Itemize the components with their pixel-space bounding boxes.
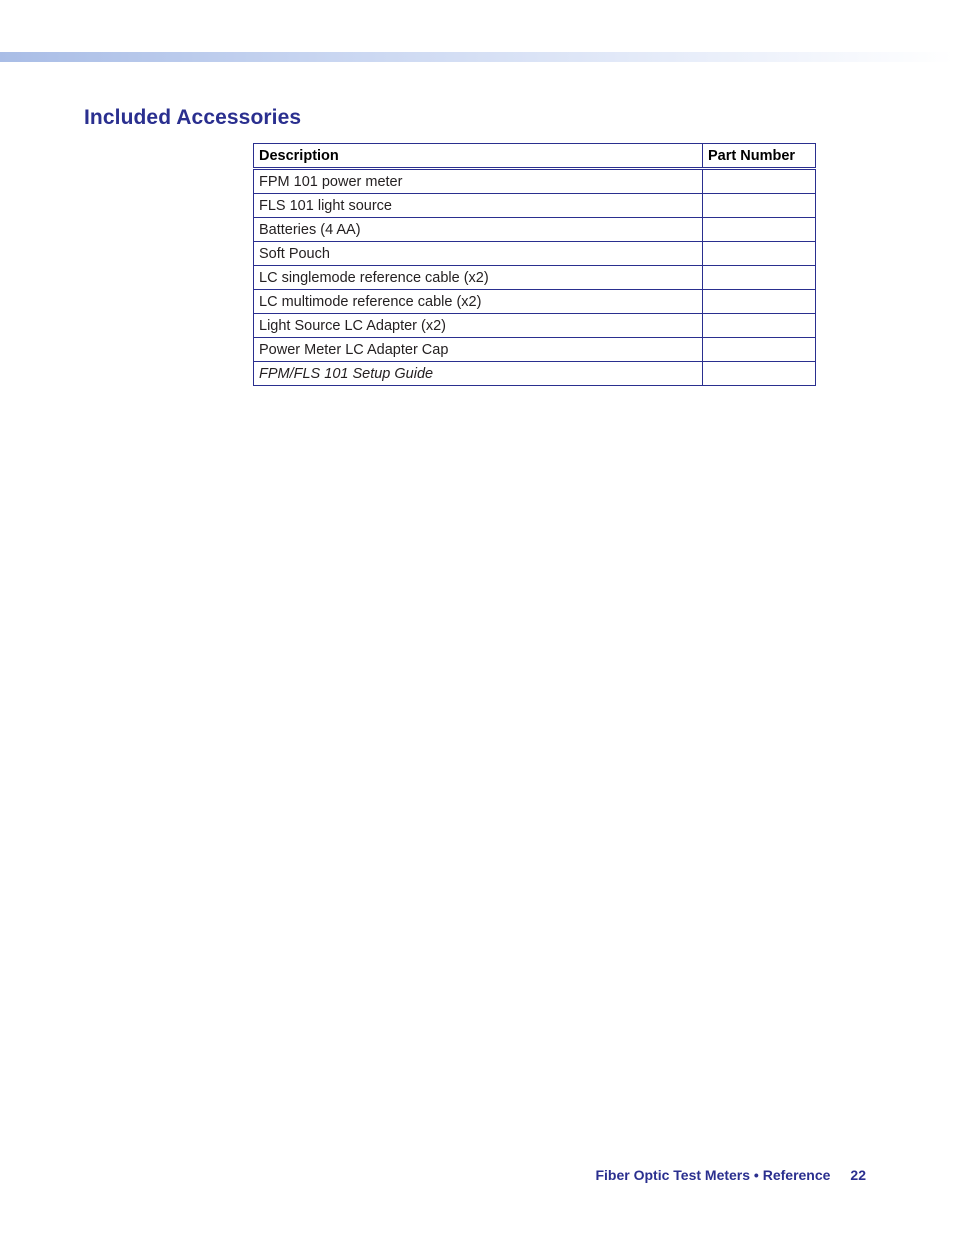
description-cell: Light Source LC Adapter (x2) bbox=[254, 314, 703, 338]
description-cell: FPM 101 power meter bbox=[254, 169, 703, 194]
description-cell: Soft Pouch bbox=[254, 242, 703, 266]
table-row bbox=[254, 266, 816, 290]
description-cell: Power Meter LC Adapter Cap bbox=[254, 338, 703, 362]
table-row bbox=[254, 169, 816, 194]
part-number-cell bbox=[703, 290, 816, 314]
table-row bbox=[254, 218, 816, 242]
table-row bbox=[254, 194, 816, 218]
description-cell: LC singlemode reference cable (x2) bbox=[254, 266, 703, 290]
description-cell: FPM/FLS 101 Setup Guide bbox=[254, 362, 703, 386]
table-row bbox=[254, 242, 816, 266]
column-header-part-number: Part Number bbox=[703, 144, 816, 169]
page-footer bbox=[595, 1167, 866, 1183]
section-title: Included Accessories bbox=[84, 106, 302, 129]
part-number-cell bbox=[703, 314, 816, 338]
part-number-cell bbox=[703, 194, 816, 218]
table-row bbox=[254, 314, 816, 338]
part-number-cell bbox=[703, 169, 816, 194]
column-header-description: Description bbox=[254, 144, 703, 169]
part-number-cell bbox=[703, 242, 816, 266]
table-row bbox=[254, 338, 816, 362]
description-cell: FLS 101 light source bbox=[254, 194, 703, 218]
table-row bbox=[254, 290, 816, 314]
page-number: 22 bbox=[850, 1167, 866, 1183]
part-number-cell bbox=[703, 338, 816, 362]
description-cell: LC multimode reference cable (x2) bbox=[254, 290, 703, 314]
part-number-cell bbox=[703, 362, 816, 386]
table-row bbox=[254, 362, 816, 386]
footer-title: Fiber Optic Test Meters • Reference bbox=[595, 1167, 831, 1183]
table-header-row bbox=[254, 144, 816, 169]
accessories-table bbox=[253, 143, 816, 386]
description-cell: Batteries (4 AA) bbox=[254, 218, 703, 242]
part-number-cell bbox=[703, 218, 816, 242]
header-gradient-bar bbox=[0, 52, 954, 62]
part-number-cell bbox=[703, 266, 816, 290]
